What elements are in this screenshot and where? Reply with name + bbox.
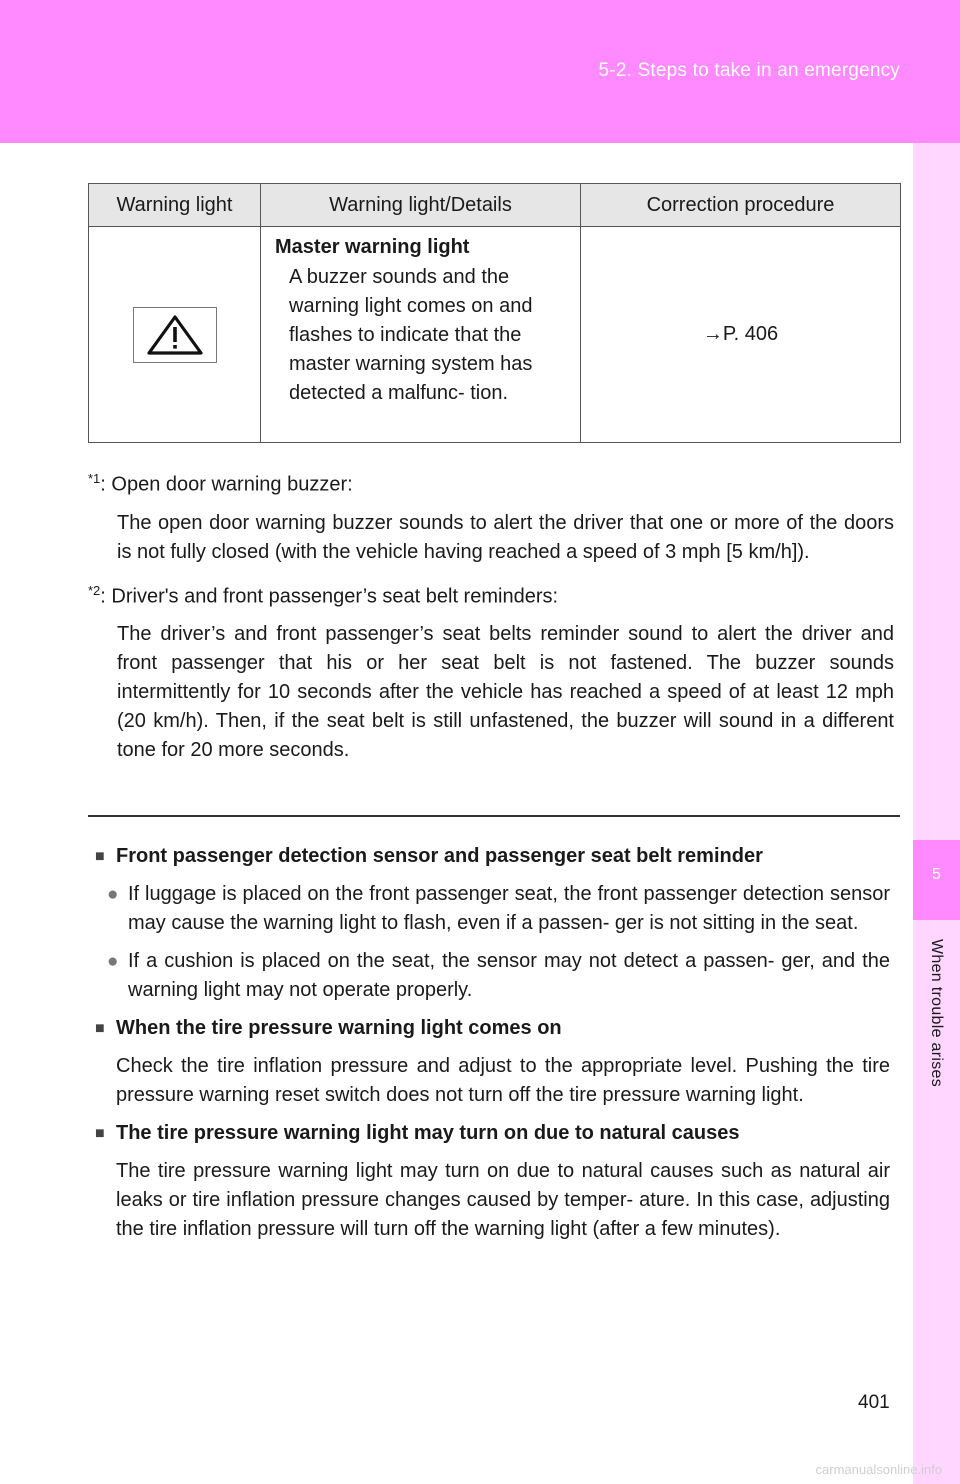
table-row [89,227,901,443]
side-tab-label: When trouble arises [928,939,945,1087]
master-warning-details: A buzzer sounds and the warning light comes on and flashes to indicate that the master warning system has detected a malfunc- tion. [289,266,533,404]
header-warning-light: Warning light [89,184,261,227]
footnote-2-mark: *2 [88,582,101,598]
circle-bullet-icon: ● [107,951,119,972]
table-header-row [89,184,901,227]
footnotes [88,464,894,774]
square-bullet-icon: ■ [95,848,105,865]
footnote-1-heading: : Open door warning buzzer: [100,473,353,496]
list-item [95,880,890,938]
icon-cell [89,227,261,443]
correction-cell: →P. 406 [581,227,901,443]
list-item-text: If a cushion is placed on the seat, the sensor may not detect a passen- ger, and the warning light may not operate properly. [128,950,890,1001]
footnote-2-text: The driver’s and front passenger’s seat belts reminder sound to alert the driver and front passenger that his or her seat belt is not fastened. The buzzer sounds intermittently for 10 seconds after the vehicle has reached a speed of at least 12 mph (20 km/h). Then, if the seat belt is still unfastened, the buzzer will sound in a different tone for 20 more seconds. [117,623,894,762]
list-item-text: If luggage is placed on the front passenger seat, the front passenger detection sensor may cause the warning light to flash, even if a passen- ger is not sitting in the seat. [128,883,890,934]
note-heading-1-text: Front passenger detection sensor and passenger seat belt reminder [116,845,763,867]
watermark: carmanualsonline.info [815,1462,942,1477]
note-heading-1 [95,842,890,871]
details-cell [261,227,581,443]
footnote-1-mark: *1 [88,471,101,486]
page-number: 401 [858,1392,890,1413]
note-heading-2 [95,1014,890,1043]
circle-bullet-icon: ● [107,884,119,905]
section-divider [88,815,900,817]
side-tab-number: 5 [932,866,941,883]
note-heading-2-text: When the tire pressure warning light comes on [116,1017,562,1039]
square-bullet-icon: ■ [95,1125,105,1142]
notes [95,842,890,1253]
square-bullet-icon: ■ [95,1020,105,1037]
warning-light-table [88,183,901,443]
master-warning-triangle-icon [133,307,217,363]
header-correction: Correction procedure [581,184,901,227]
header-details: Warning light/Details [261,184,581,227]
note-body-2: Check the tire inflation pressure and adjust to the appropriate level. Pushing the tire pressure warning reset switch does not turn off the tire pressure warning light. [116,1055,890,1106]
list-item [95,947,890,1005]
footnote-2-heading: : Driver's and front passenger’s seat belt reminders: [100,585,559,608]
master-warning-title: Master warning light [275,236,470,258]
footnote-1-title [88,464,894,500]
note-heading-3 [95,1119,890,1148]
note-heading-3-text: The tire pressure warning light may turn on due to natural causes [116,1122,740,1144]
footnote-2-title [88,576,894,612]
footnote-1-text: The open door warning buzzer sounds to alert the driver that one or more of the doors is not fully closed (with the vehicle having reached a speed of 3 mph [5 km/h]). [117,511,894,563]
side-tab [913,143,960,1484]
section-title: 5-2. Steps to take in an emergency [598,60,900,81]
note-body-3: The tire pressure warning light may turn on due to natural causes such as natural air leaks or tire inflation pressure changes caused by temper- ature. In this case, adjusting the tire inflation pressure will turn off the warning light (after a few minutes). [116,1160,890,1240]
